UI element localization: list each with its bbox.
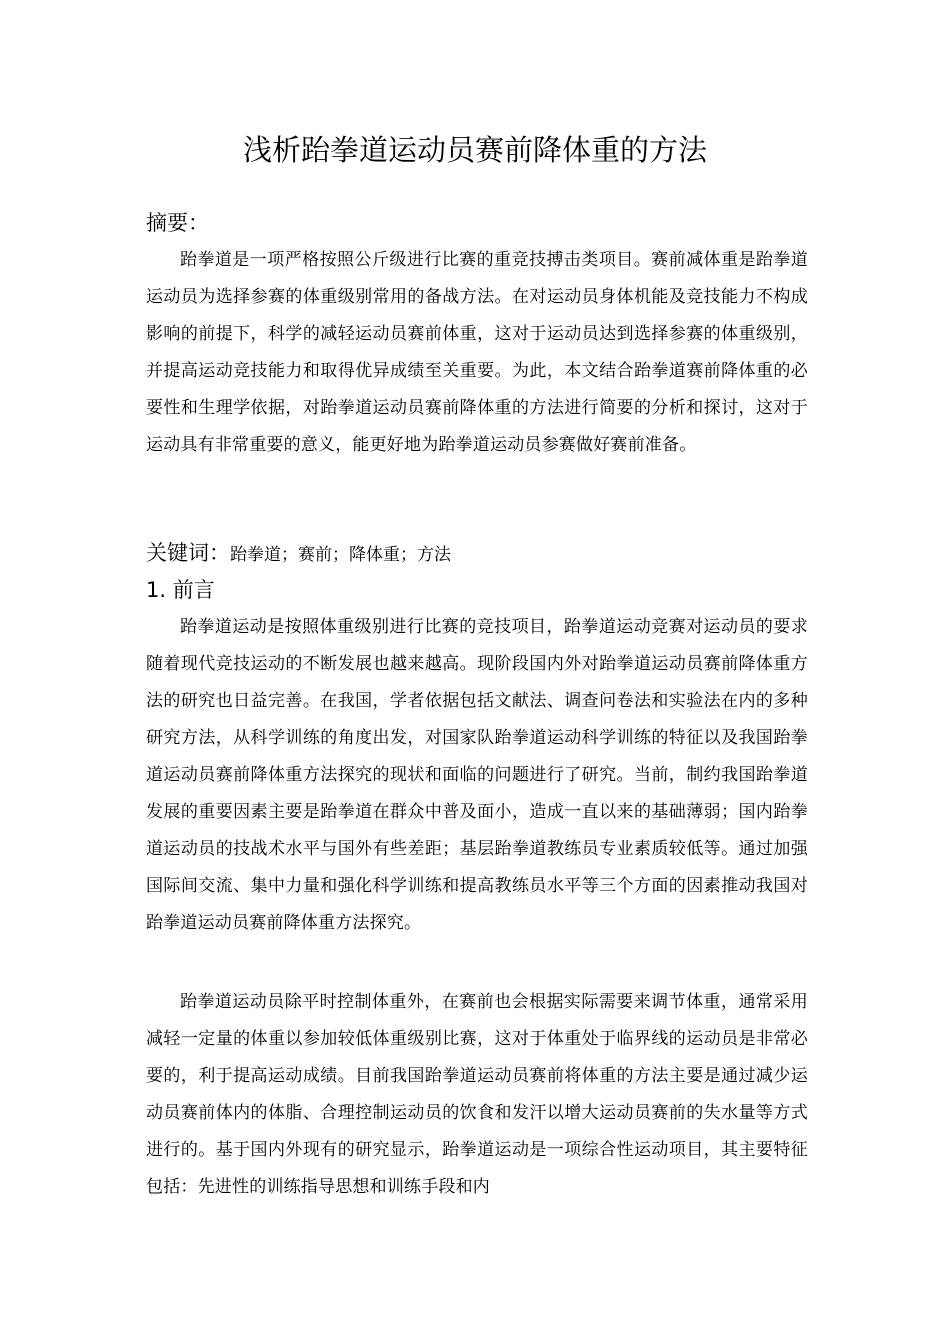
- keywords-line: [146, 538, 451, 570]
- keywords-label: 关键词：: [146, 541, 230, 565]
- abstract-paragraph: 跆拳道是一项严格按照公斤级进行比赛的重竞技搏击类项目。赛前减体重是跆拳道运动员为选择参赛的体重级别常用的备战方法。在对运动员身体机能及竞技能力不构成影响的前提下，科学的减轻运动员赛前体重，这对于运动员达到选择参赛的体重级别，并提高运动竞技能力和取得优异成绩至关重要。为此，本文结合跆拳道赛前降体重的必要性和生理学依据，对跆拳道运动员赛前降体重的方法进行简要的分析和探讨，这对于运动具有非常重要的意义，能更好地为跆拳道运动员参赛做好赛前准备。: [146, 250, 808, 455]
- introduction-paragraph-1: 跆拳道运动是按照体重级别进行比赛的竞技项目，跆拳道运动竞赛对运动员的要求随着现代竞技运动的不断发展也越来越高。现阶段国内外对跆拳道运动员赛前降体重方法的研究也日益完善。在我国，学者依据包括文献法、调查问卷法和实验法在内的多种研究方法，从科学训练的角度出发，对国家队跆拳道运动科学训练的特征以及我国跆拳道运动员赛前降体重方法探究的现状和面临的问题进行了研究。当前，制约我国跆拳道发展的重要因素主要是跆拳道在群众中普及面小，造成一直以来的基础薄弱；国内跆拳道运动员的技战术水平与国外有些差距；基层跆拳道教练员专业素质较低等。通过加强国际间交流、集中力量和强化科学训练和提高教练员水平等三个方面的因素推动我国对跆拳道运动员赛前降体重方法探究。: [146, 617, 808, 933]
- abstract-heading: 摘要：: [146, 211, 209, 235]
- paper-title: 浅析跆拳道运动员赛前降体重的方法: [242, 133, 707, 167]
- keywords-value: 跆拳道；赛前；降体重；方法: [230, 545, 451, 565]
- introduction-paragraph-2: 跆拳道运动员除平时控制体重外，在赛前也会根据实际需要来调节体重，通常采用减轻一定量的体重以参加较低体重级别比赛，这对于体重处于临界线的运动员是非常必要的，利于提高运动成绩。目前我国跆拳道运动员赛前将体重的方法主要是通过减少运动员赛前体内的体脂、合理控制运动员的饮食和发汗以增大运动员赛前的失水量等方式进行的。基于国内外现有的研究显示，跆拳道运动是一项综合性运动项目，其主要特征包括：先进性的训练指导思想和训练手段和内: [146, 992, 808, 1197]
- section-heading-introduction: 1. 前言: [146, 578, 215, 602]
